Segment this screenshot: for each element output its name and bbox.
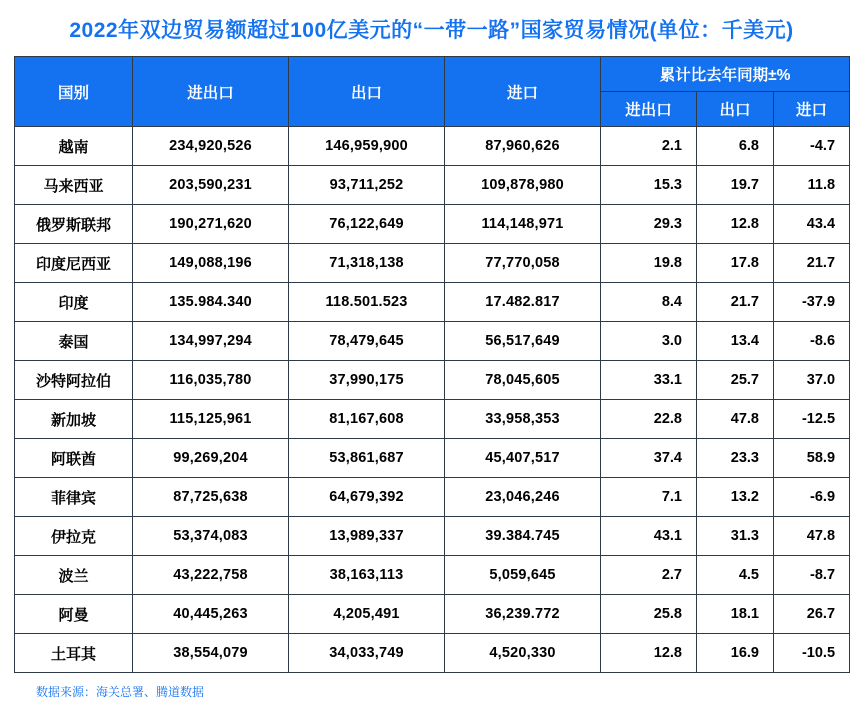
table-row — [15, 361, 850, 400]
cell-yoy-export: 19.7 — [697, 166, 774, 205]
cell-yoy-import: -12.5 — [774, 400, 850, 439]
cell-import-export: 190,271,620 — [133, 205, 289, 244]
cell-yoy-export: 6.8 — [697, 127, 774, 166]
cell-country: 阿联酋 — [15, 439, 133, 478]
subcolumn-header-yoy-import-export: 进出口 — [601, 92, 697, 127]
cell-import-export: 53,374,083 — [133, 517, 289, 556]
table-row — [15, 205, 850, 244]
table-row — [15, 478, 850, 517]
cell-import-export: 149,088,196 — [133, 244, 289, 283]
cell-import-export: 234,920,526 — [133, 127, 289, 166]
cell-import: 45,407,517 — [445, 439, 601, 478]
cell-yoy-import-export: 12.8 — [601, 634, 697, 673]
table-row — [15, 322, 850, 361]
cell-export: 93,711,252 — [289, 166, 445, 205]
cell-yoy-import-export: 37.4 — [601, 439, 697, 478]
cell-yoy-export: 12.8 — [697, 205, 774, 244]
cell-country: 波兰 — [15, 556, 133, 595]
cell-country: 菲律宾 — [15, 478, 133, 517]
cell-export: 78,479,645 — [289, 322, 445, 361]
cell-yoy-import: -8.6 — [774, 322, 850, 361]
cell-yoy-export: 23.3 — [697, 439, 774, 478]
cell-import-export: 116,035,780 — [133, 361, 289, 400]
table-row — [15, 517, 850, 556]
table-row — [15, 595, 850, 634]
cell-export: 37,990,175 — [289, 361, 445, 400]
cell-import: 56,517,649 — [445, 322, 601, 361]
cell-yoy-import-export: 43.1 — [601, 517, 697, 556]
cell-export: 118.501.523 — [289, 283, 445, 322]
table-row — [15, 439, 850, 478]
cell-yoy-import-export: 33.1 — [601, 361, 697, 400]
cell-country: 新加坡 — [15, 400, 133, 439]
table-row — [15, 283, 850, 322]
cell-yoy-import-export: 29.3 — [601, 205, 697, 244]
cell-country: 土耳其 — [15, 634, 133, 673]
cell-yoy-export: 18.1 — [697, 595, 774, 634]
cell-import-export: 203,590,231 — [133, 166, 289, 205]
cell-country: 越南 — [15, 127, 133, 166]
table-row — [15, 400, 850, 439]
cell-import: 17.482.817 — [445, 283, 601, 322]
table-row — [15, 127, 850, 166]
cell-yoy-export: 4.5 — [697, 556, 774, 595]
cell-country: 阿曼 — [15, 595, 133, 634]
table-header — [15, 57, 850, 127]
table-row — [15, 556, 850, 595]
cell-export: 81,167,608 — [289, 400, 445, 439]
cell-import: 78,045,605 — [445, 361, 601, 400]
table-row — [15, 634, 850, 673]
cell-import: 23,046,246 — [445, 478, 601, 517]
cell-yoy-import: 11.8 — [774, 166, 850, 205]
table-row — [15, 166, 850, 205]
cell-yoy-import: -4.7 — [774, 127, 850, 166]
cell-import: 5,059,645 — [445, 556, 601, 595]
cell-country: 泰国 — [15, 322, 133, 361]
cell-country: 印度 — [15, 283, 133, 322]
cell-yoy-export: 13.2 — [697, 478, 774, 517]
cell-import: 109,878,980 — [445, 166, 601, 205]
cell-yoy-import: 43.4 — [774, 205, 850, 244]
cell-country: 印度尼西亚 — [15, 244, 133, 283]
cell-yoy-import-export: 8.4 — [601, 283, 697, 322]
cell-yoy-import-export: 15.3 — [601, 166, 697, 205]
page-title: 2022年双边贸易额超过100亿美元的“一带一路”国家贸易情况(单位：千美元) — [69, 19, 794, 42]
cell-yoy-import: -37.9 — [774, 283, 850, 322]
cell-yoy-import-export: 2.1 — [601, 127, 697, 166]
subcolumn-header-yoy-import: 进口 — [774, 92, 850, 127]
cell-country: 马来西亚 — [15, 166, 133, 205]
cell-import: 33,958,353 — [445, 400, 601, 439]
cell-yoy-import: 37.0 — [774, 361, 850, 400]
cell-import-export: 87,725,638 — [133, 478, 289, 517]
source-note: 数据来源：海关总署、腾道数据 — [36, 685, 205, 699]
cell-export: 76,122,649 — [289, 205, 445, 244]
cell-import: 4,520,330 — [445, 634, 601, 673]
cell-import-export: 38,554,079 — [133, 634, 289, 673]
cell-import: 114,148,971 — [445, 205, 601, 244]
cell-country: 伊拉克 — [15, 517, 133, 556]
cell-country: 俄罗斯联邦 — [15, 205, 133, 244]
cell-yoy-import: -6.9 — [774, 478, 850, 517]
cell-yoy-import-export: 2.7 — [601, 556, 697, 595]
trade-data-table — [14, 56, 850, 673]
cell-import-export: 135.984.340 — [133, 283, 289, 322]
cell-yoy-import: -10.5 — [774, 634, 850, 673]
cell-yoy-import: -8.7 — [774, 556, 850, 595]
cell-yoy-import: 26.7 — [774, 595, 850, 634]
cell-import-export: 40,445,263 — [133, 595, 289, 634]
cell-country: 沙特阿拉伯 — [15, 361, 133, 400]
column-header-import-export: 进出口 — [133, 57, 289, 127]
cell-yoy-import: 47.8 — [774, 517, 850, 556]
column-group-header-yoy: 累计比去年同期±% — [601, 57, 850, 92]
cell-export: 34,033,749 — [289, 634, 445, 673]
cell-export: 53,861,687 — [289, 439, 445, 478]
cell-import-export: 99,269,204 — [133, 439, 289, 478]
cell-yoy-import-export: 22.8 — [601, 400, 697, 439]
cell-export: 71,318,138 — [289, 244, 445, 283]
cell-export: 13,989,337 — [289, 517, 445, 556]
cell-import: 87,960,626 — [445, 127, 601, 166]
subcolumn-header-yoy-export: 出口 — [697, 92, 774, 127]
cell-import-export: 134,997,294 — [133, 322, 289, 361]
cell-import: 77,770,058 — [445, 244, 601, 283]
cell-import: 36,239.772 — [445, 595, 601, 634]
table-body — [15, 127, 850, 673]
cell-export: 64,679,392 — [289, 478, 445, 517]
header-row-top — [15, 57, 850, 92]
cell-yoy-import-export: 7.1 — [601, 478, 697, 517]
cell-yoy-export: 21.7 — [697, 283, 774, 322]
column-header-export: 出口 — [289, 57, 445, 127]
cell-yoy-import: 58.9 — [774, 439, 850, 478]
column-header-import: 进口 — [445, 57, 601, 127]
cell-yoy-export: 17.8 — [697, 244, 774, 283]
cell-export: 38,163,113 — [289, 556, 445, 595]
cell-yoy-import-export: 3.0 — [601, 322, 697, 361]
table-row — [15, 244, 850, 283]
cell-yoy-export: 47.8 — [697, 400, 774, 439]
cell-export: 146,959,900 — [289, 127, 445, 166]
cell-yoy-export: 16.9 — [697, 634, 774, 673]
cell-yoy-import-export: 25.8 — [601, 595, 697, 634]
cell-yoy-import: 21.7 — [774, 244, 850, 283]
cell-import-export: 43,222,758 — [133, 556, 289, 595]
cell-yoy-export: 13.4 — [697, 322, 774, 361]
cell-yoy-export: 25.7 — [697, 361, 774, 400]
cell-import-export: 115,125,961 — [133, 400, 289, 439]
cell-export: 4,205,491 — [289, 595, 445, 634]
column-header-country: 国别 — [15, 57, 133, 127]
cell-import: 39.384.745 — [445, 517, 601, 556]
cell-yoy-export: 31.3 — [697, 517, 774, 556]
cell-yoy-import-export: 19.8 — [601, 244, 697, 283]
